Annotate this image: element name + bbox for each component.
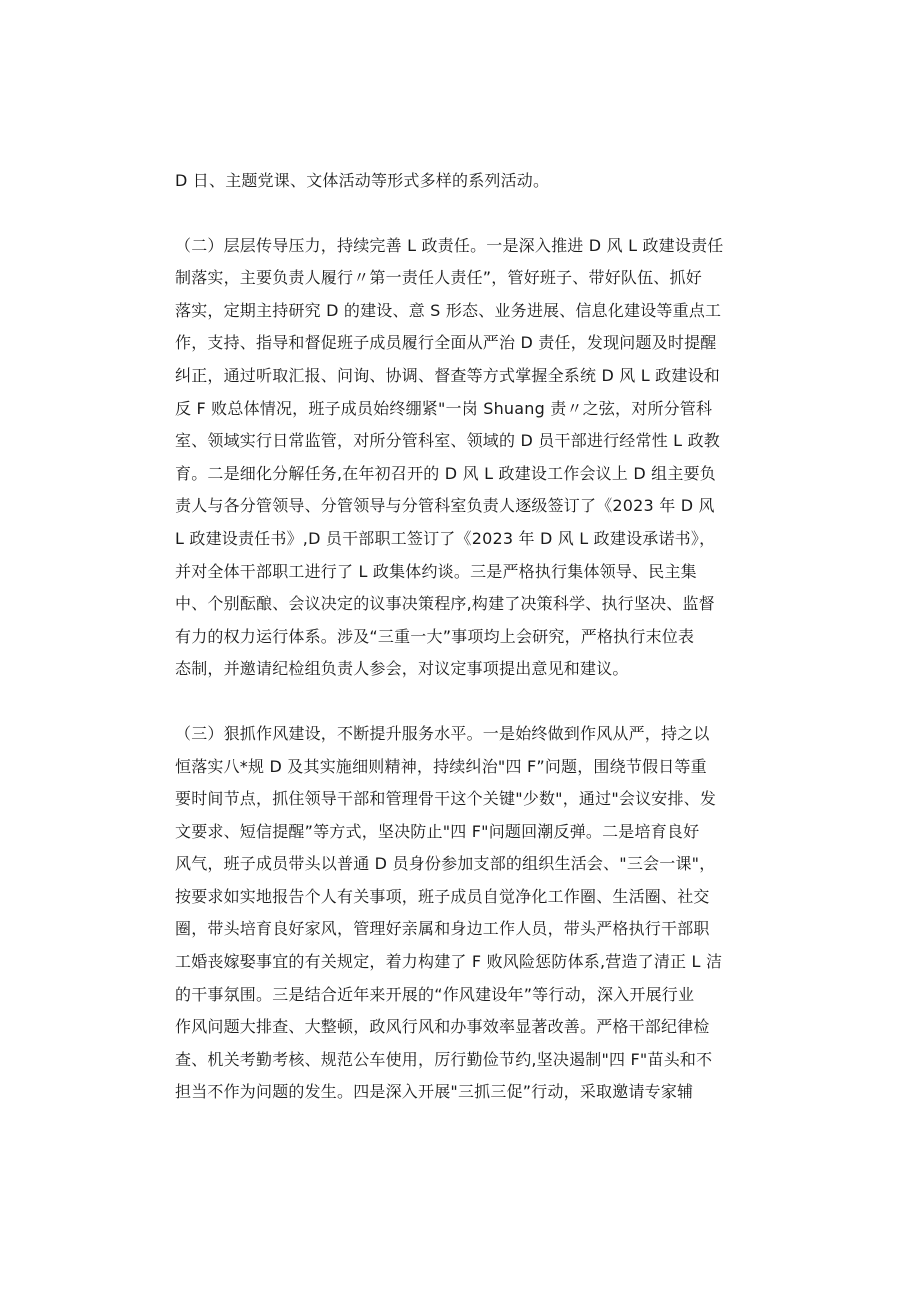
paragraph-gap	[175, 198, 747, 230]
text-line: 的干事氛围。三是结合近年来开展的“作风建设年”等行动，深入开展行业	[175, 984, 695, 1004]
text-line: L 政建设责任书》,D 员干部职工签订了《2023 年 D 风 L 政建设承诺书》，	[175, 528, 716, 548]
text-line: （二）层层传导压力，持续完善 L 政责任。一是深入推进 D 风 L 政建设责任	[175, 235, 724, 255]
section-three-paragraph	[175, 718, 747, 1109]
text-line: （三）狠抓作风建设，不断提升服务水平。一是始终做到作风从严，持之以	[175, 723, 710, 743]
paragraph-gap	[175, 686, 747, 718]
text-line: 作，支持、指导和督促班子成员履行全面从严治 D 责任，发现问题及时提醒	[175, 333, 717, 353]
text-line: 作风问题大排查、大整顿，政风行风和办事效率显著改善。严格干部纪律检	[175, 1017, 710, 1037]
text-line: 圈，带头培育良好家风，管理好亲属和身边工作人员，带头严格执行干部职	[175, 919, 710, 939]
document-body	[175, 165, 747, 1109]
section-two-paragraph	[175, 230, 747, 686]
text-line: 担当不作为问题的发生。四是深入开展"三抓三促”行动，采取邀请专家辅	[175, 1082, 694, 1102]
text-line: 责人与各分管领导、分管领导与分管科室负责人逐级签订了《2023 年 D 风	[175, 496, 715, 516]
text-line: 态制，并邀请纪检组负责人参会，对议定事项提出意见和建议。	[175, 659, 629, 679]
text-line: 查、机关考勤考核、规范公车使用，厉行勤俭节约,坚决遏制"四 F"苗头和不	[175, 1049, 713, 1069]
text-line: 并对全体干部职工进行了 L 政集体约谈。三是严格执行集体领导、民主集	[175, 561, 697, 581]
text-line: 恒落实八*规 D 及其实施细则精神，持续纠治"四 F”问题，围绕节假日等重	[175, 756, 707, 776]
intro-paragraph	[175, 165, 747, 198]
text-line: 育。二是细化分解任务,在年初召开的 D 风 L 政建设工作会议上 D 组主要负	[175, 463, 716, 483]
text-line: 有力的权力运行体系。涉及“三重一大”事项均上会研究，严格执行末位表	[175, 626, 695, 646]
text-line: D 日、主题党课、文体活动等形式多样的系列活动。	[175, 171, 550, 190]
text-line: 风气，班子成员带头以普通 D 员身份参加支部的组织生活会、"三会一课"，	[175, 854, 716, 874]
text-line: 按要求如实地报告个人有关事项，班子成员自觉净化工作圈、生活圈、社交	[175, 886, 710, 906]
text-line: 文要求、短信提醒”等方式，坚决防止"四 F"问题回潮反弹。二是培育良好	[175, 821, 700, 841]
text-line: 落实，定期主持研究 D 的建设、意 S 形态、业务进展、信息化建设等重点工	[175, 300, 722, 320]
text-line: 工婚丧嫁娶事宜的有关规定，着力构建了 F 败风险惩防体系,营造了清正 L 洁	[175, 952, 723, 972]
text-line: 要时间节点，抓住领导干部和管理骨干这个关键"少数"，通过"会议安排、发	[175, 789, 717, 809]
text-line: 反 F 败总体情况，班子成员始终绷紧"一岗 Shuang 责〃之弦，对所分管科	[175, 398, 713, 418]
text-line: 制落实，主要负责人履行〃第一责任人责任”，管好班子、带好队伍、抓好	[175, 268, 702, 288]
text-line: 纠正，通过听取汇报、问询、协调、督查等方式掌握全系统 D 风 L 政建设和	[175, 365, 720, 385]
text-line: 室、领域实行日常监管，对所分管科室、领域的 D 员干部进行经常性 L 政教	[175, 431, 720, 451]
text-line: 中、个别酝酿、会议决定的议事决策程序,构建了决策科学、执行坚决、监督	[175, 594, 715, 614]
